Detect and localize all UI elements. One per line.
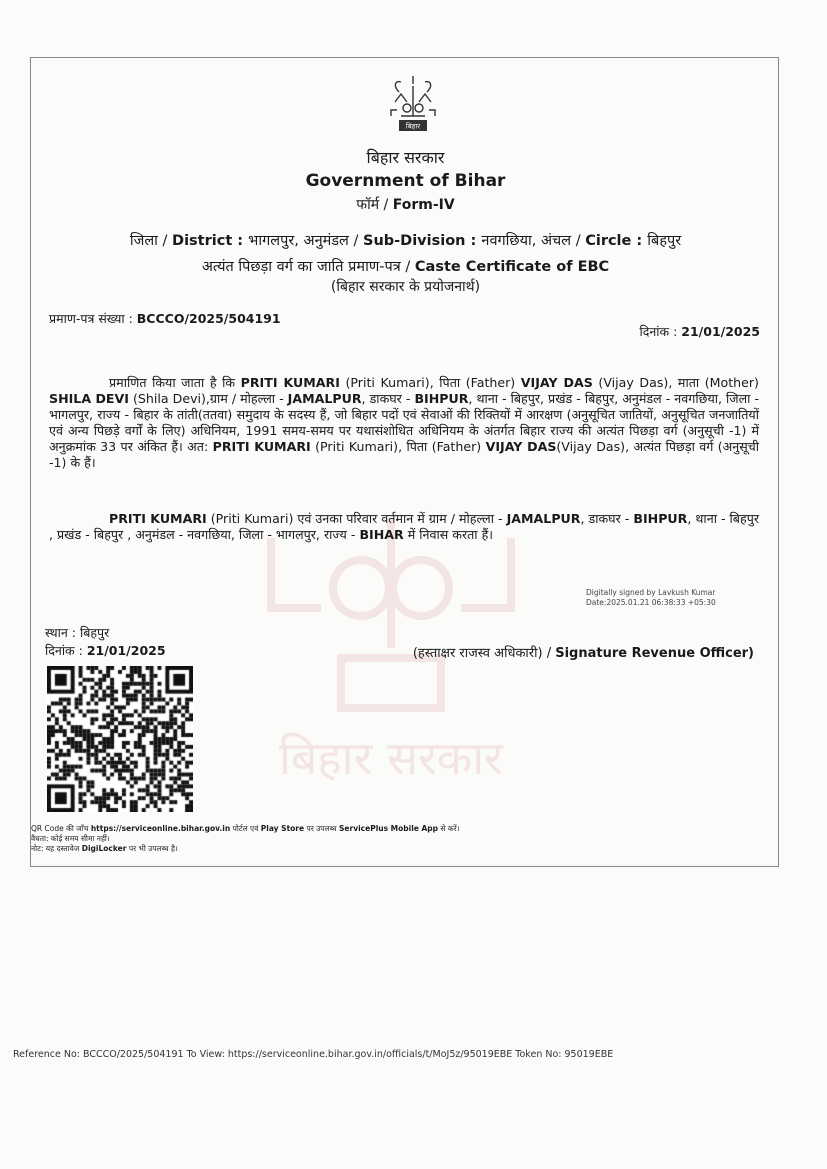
text-run: (Vijay Das), अत्यंत पिछड़ा वर्ग (अनुसूची -1) के हैं। <box>49 439 759 470</box>
text-run: (Priti Kumari), पिता (Father) <box>345 375 516 390</box>
place-date-label: दिनांक : <box>45 643 83 658</box>
certificate-date-value: 21/01/2025 <box>681 324 760 339</box>
place-value: बिहपुर <box>79 625 110 640</box>
text-run: पर उपलब्ध <box>306 824 337 833</box>
text-run: , थाना - बिहपुर , प्रखंड - बिहपुर , अनुमंडल - नवगछिया, जिला - भागलपुर, राज्य - <box>49 511 759 542</box>
district-line: जिला / District : भागलपुर, अनुमंडल / Sub-Division : नवगछिया, अंचल / Circle : बिहपुर <box>129 233 682 249</box>
text-run: (Shila Devi),ग्राम / मोहल्ला - <box>133 391 284 406</box>
text-run: से करें। <box>440 824 460 833</box>
place-line <box>45 624 166 642</box>
form-hindi: फॉर्म <box>356 197 380 213</box>
village-name: JAMALPUR <box>287 391 362 406</box>
place-date-value: 21/01/2025 <box>86 643 166 658</box>
title-hindi: अत्यंत पिछड़ा वर्ग का जाति प्रमाण-पत्र <box>201 259 401 275</box>
emblem-text: बिहार <box>405 122 421 131</box>
text-run: नोट: यह दस्तावेज <box>31 844 80 853</box>
place-date-line <box>45 642 166 660</box>
signature-label-english: Signature Revenue Officer) <box>555 646 754 661</box>
text-run: , डाकघर - <box>580 511 630 526</box>
digital-signature-date: Date:2025.01.21 06:38:33 +05:30 <box>586 598 716 607</box>
state-name: BIHAR <box>359 527 404 542</box>
title-english: Caste Certificate of EBC <box>414 259 610 275</box>
digital-signature <box>586 588 716 608</box>
district-hi: जिला <box>129 233 158 249</box>
certificate-number-value: BCCCO/2025/504191 <box>136 311 281 326</box>
certificate-number-label: प्रमाण-पत्र संख्या : <box>49 311 133 326</box>
body-paragraph-2 <box>49 511 759 543</box>
certificate-title: अत्यंत पिछड़ा वर्ग का जाति प्रमाण-पत्र / Caste Certificate of EBC <box>201 259 610 275</box>
text-run: QR Code की जाँच <box>31 824 89 833</box>
father-name: VIJAY DAS <box>485 439 557 454</box>
applicant-name: PRITI KUMARI <box>109 511 207 526</box>
digital-signature-name: Digitally signed by Lavkush Kumar <box>586 588 716 597</box>
applicant-name: PRITI KUMARI <box>212 439 311 454</box>
text-run: में निवास करता हैं। <box>407 527 494 542</box>
certificate-date-label: दिनांक : <box>639 324 678 339</box>
purpose-line: (बिहार सरकार के प्रयोजनार्थ) <box>330 279 481 295</box>
circle-hi: अंचल <box>540 233 572 249</box>
signature-label <box>413 643 754 661</box>
text-run: , डाकघर - <box>361 391 411 406</box>
circle-en: Circle <box>585 233 632 249</box>
form-english: Form-IV <box>392 197 455 213</box>
watermark-text: बिहार सरकार <box>279 731 503 785</box>
district-en: District <box>172 233 233 249</box>
subdivision-hi: अनुमंडल <box>303 233 349 249</box>
app-name: ServicePlus Mobile App <box>339 824 439 833</box>
subdivision-value: नवगछिया, <box>481 233 537 249</box>
text-run: प्रमाणित किया जाता है कि <box>109 375 236 390</box>
post-office: BIHPUR <box>633 511 688 526</box>
applicant-name: PRITI KUMARI <box>240 375 340 390</box>
district-value: भागलपुर, <box>248 233 299 249</box>
play-store-text: Play Store <box>260 824 305 833</box>
govt-english: Government of Bihar <box>305 171 506 191</box>
text-run: पर भी उपलब्ध है। <box>128 844 178 853</box>
form-line: फॉर्म / Form-IV <box>356 197 455 213</box>
text-run: (Priti Kumari) एवं उनका परिवार वर्तमान में ग्राम / मोहल्ला - <box>210 511 503 526</box>
subdivision-en: Sub-Division <box>363 233 466 249</box>
note-validity: वैधता: कोई समय सीमा नहीं। <box>31 834 110 843</box>
certificate-date <box>639 323 760 340</box>
signature-label-hindi: (हस्ताक्षर राजस्व अधिकारी) / <box>412 646 552 661</box>
village-name: JAMALPUR <box>506 511 581 526</box>
certificate-frame <box>30 57 779 867</box>
post-office: BIHPUR <box>414 391 469 406</box>
father-name: VIJAY DAS <box>520 375 593 390</box>
bihar-emblem-icon <box>383 72 443 136</box>
circle-value: बिहपुर <box>647 233 682 249</box>
mother-name: SHILA DEVI <box>49 391 129 406</box>
digilocker-text: DigiLocker <box>81 844 127 853</box>
body-paragraph-1 <box>49 375 759 471</box>
certificate-number <box>49 310 281 327</box>
text-run: (Priti Kumari), पिता (Father) <box>315 439 482 454</box>
portal-url: https://serviceonline.bihar.gov.in <box>90 824 231 833</box>
reference-footer: Reference No: BCCCO/2025/504191 To View: https://serviceonline.bihar.gov.in/officials/t/MoJ5z/95019EBE Token No: 95019EBE <box>13 1049 614 1060</box>
govt-hindi: बिहार सरकार <box>366 148 445 167</box>
text-run: पोर्टल एवं <box>232 824 259 833</box>
place-label: स्थान : <box>45 625 76 640</box>
place-date-block <box>45 624 166 660</box>
qr-code <box>47 666 193 812</box>
notes-block <box>31 824 460 854</box>
note-qr <box>31 824 460 834</box>
note-digilocker <box>31 844 460 854</box>
text-run: , थाना - बिहपुर, प्रखंड - बिहपुर, अनुमंडल - नवगछिया, जिला - भागलपुर, राज्य - बिहार के तांती(ततवा) समुदाय के सदस्य हैं, जो बिहार पदों एवं सेवाओं की रिक्तियों में आरक्षण (अनुसूचित जातियों, अनुसूचित जनजातियों एवं अन्य पिछड़े वर्गों के लिए) अधिनियम, 1991 समय-समय पर यथासंशोधित अधिनियम के अंतर्गत बिहार राज्य की अत्यंत पिछड़ा वर्ग (अनुसूची -1) में अनुक्रमांक 33 पर अंकित हैं। अत: <box>49 391 760 454</box>
text-run: (Vijay Das), माता (Mother) <box>598 375 759 390</box>
